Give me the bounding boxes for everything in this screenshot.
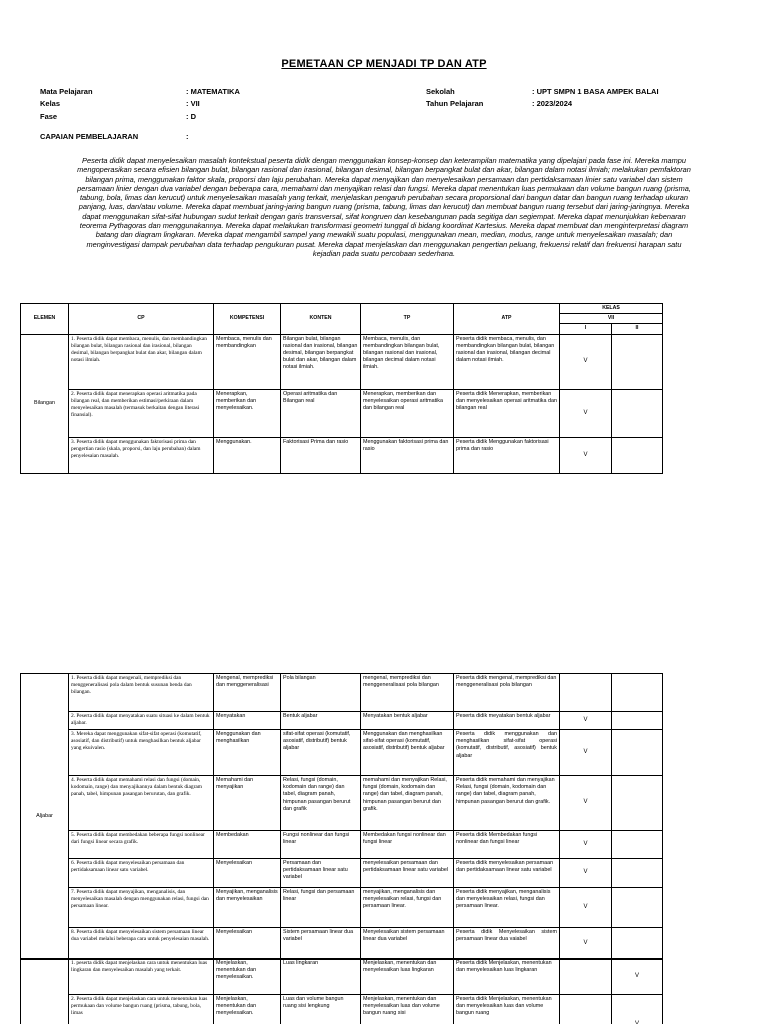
atp-cell: Peserta didik menggunakan dan menghasilkan sifat-sifat operasi (komutatif, distributif, asosiatif) bentuk aljabar	[454, 730, 560, 776]
konten-cell: Bilangan bulat, bilangan rasional dan irasional, bilangan desimal, bilangan berpangkat bulat dan akar, bilangan dalam notasi ilmiah.	[281, 334, 361, 389]
semester-1-check	[560, 959, 612, 995]
semester-1-check: V	[560, 712, 612, 730]
tp-cell: menyajikan, menganalisis dan menyelesaikan relasi, fungsi dan persamaan linear.	[361, 888, 454, 928]
table-row	[21, 674, 663, 712]
meta-kelas-label: Kelas	[40, 99, 61, 108]
table-row	[21, 859, 663, 888]
semester-1-check: V	[560, 888, 612, 928]
meta-tahun-value: : 2023/2024	[532, 99, 573, 108]
kompetensi-cell: Menerapkan, memberikan dan menyelesaikan.	[214, 389, 281, 437]
cp-cell: 1. Peserta didik dapat mengenali, memprediksi dan menggeneralisasi pola dalam bentuk susunan benda dan bilangan.	[69, 674, 214, 712]
konten-cell: Faktorisasi Prima dan rasio	[281, 437, 361, 473]
header-atp: ATP	[454, 304, 560, 335]
semester-2-check: V	[612, 959, 663, 995]
meta-sekolah-value: : UPT SMPN 1 BASA AMPEK BALAI	[532, 87, 659, 96]
atp-cell: Peserta didik mengenal, memprediksi dan menggeneralisasi pola bilangan	[454, 674, 560, 712]
kompetensi-cell: Membedakan	[214, 831, 281, 859]
konten-cell: Fungsi nonlinear dan fungsi linear	[281, 831, 361, 859]
meta-fase-value: : D	[186, 112, 196, 121]
table-row	[21, 831, 663, 859]
kompetensi-cell: Membaca, menulis dan membandingkan	[214, 334, 281, 389]
konten-cell: Relasi, fungsi (domain, kodomain dan range) dan tabel, diagram panah, himpunan pasangan berurut dan grafik	[281, 776, 361, 831]
meta-kelas-value: : VII	[186, 99, 200, 108]
atp-cell: Peserta didik Menggunakan faktorisasi prima dan rasio	[454, 437, 560, 473]
table-row	[21, 437, 663, 473]
elemen-cell: Bilangan	[21, 334, 69, 473]
table-row	[21, 928, 663, 960]
header-semester-1: I	[560, 324, 612, 334]
kompetensi-cell: Menggunakan.	[214, 437, 281, 473]
atp-cell: Peserta didik menyelesaikan persamaan dan pertidaksamaan linear satu variabel	[454, 859, 560, 888]
mapping-table-geometri	[20, 958, 663, 1024]
atp-cell: Peserta didik Menerapkan, memberikan dan menyelesaikan operasi aritmatika dan bilangan real	[454, 389, 560, 437]
header-elemen: ELEMEN	[21, 304, 69, 335]
header-vii: VII	[560, 314, 663, 324]
tp-cell: Menerapkan, memberikan dan menyelesaikan operasi aritmatika dan bilangan real	[361, 389, 454, 437]
table-row	[21, 712, 663, 730]
cp-cell: 3. Peserta didik dapat menggunakan faktorisasi prima dan pengertian rasio (skala, proporsi, dan laju perubahan) dalam penyelesaian masalah.	[69, 437, 214, 473]
semester-1-check: V	[560, 389, 612, 437]
tp-cell: Menjelaskan, menentukan dan menyelesaikan luas dan volume bangun ruang sisi	[361, 995, 454, 1024]
cp-cell: 1. peserta didik dapat menjelaskan cara untuk menentukan luas lingkaran dan menyelesaikan masalah yang terkait.	[69, 959, 214, 995]
header-semester-2: II	[612, 324, 663, 334]
semester-2-check	[612, 730, 663, 776]
cp-cell: 2. Peserta didik dapat menjelaskan cara untuk menentukan luas permukaan dan volume bangun ruang (prisma, tabung, bola, limas	[69, 995, 214, 1024]
atp-cell: Peserta didik meyatakan bentuk aljabar	[454, 712, 560, 730]
page-title: PEMETAAN CP MENJADI TP DAN ATP	[281, 58, 487, 70]
tp-cell: Menjelaskan, menentukan dan menyelesaikan luas lingkaran	[361, 959, 454, 995]
cp-cell: 3. Mereka dapat menggunakan sifat-sifat operasi (komutatif, asosiatif, dan distributif) untuk menghasilkan bentuk aljabar yang ekuivalen.	[69, 730, 214, 776]
semester-1-check: V	[560, 437, 612, 473]
kompetensi-cell: Menggunakan dan menghasilkan	[214, 730, 281, 776]
table-row	[21, 888, 663, 928]
semester-1-check	[560, 674, 612, 712]
konten-cell: Sistem persamaan linear dua variabel	[281, 928, 361, 960]
semester-1-check	[560, 995, 612, 1024]
semester-2-check	[612, 712, 663, 730]
table-row	[21, 776, 663, 831]
semester-2-check	[612, 389, 663, 437]
semester-2-check	[612, 674, 663, 712]
konten-cell: Pola bilangan	[281, 674, 361, 712]
konten-cell: Operasi aritmatika dan Bilangan real	[281, 389, 361, 437]
table-row	[21, 730, 663, 776]
cp-cell: 2. Peserta didik dapat menerapkan operasi aritmatika pada bilangan real, dan memberikan estimasi/perkiraan dalam menyelesaikan masalah (termasuk berkaitan dengan literasi finansial).	[69, 389, 214, 437]
header-konten: KONTEN	[281, 304, 361, 335]
tp-cell: Menyelesaikan sistem persamaan linear dua variabel	[361, 928, 454, 960]
table-row	[21, 334, 663, 389]
tp-cell: Menggunakan faktorisasi prima dan rasio	[361, 437, 454, 473]
header-tp: TP	[361, 304, 454, 335]
tp-cell: memahami dan menyajikan Relasi, fungsi (domain, kodomain dan range) dan tabel, diagram panah, himpunan pasangan berurut dan grafik.	[361, 776, 454, 831]
tp-cell: Membaca, menulis, dan membandingkan bilangan bulat, bilangan rasional dan irasional, bilangan decimal dalam notasi ilmiah.	[361, 334, 454, 389]
semester-1-check: V	[560, 928, 612, 960]
meta-sekolah-label: Sekolah	[426, 87, 455, 96]
semester-2-check	[612, 437, 663, 473]
semester-1-check: V	[560, 730, 612, 776]
capaian-colon: :	[186, 132, 189, 141]
table-row	[21, 959, 663, 995]
semester-1-check: V	[560, 831, 612, 859]
semester-2-check	[612, 859, 663, 888]
meta-mata-pelajaran-value: : MATEMATIKA	[186, 87, 240, 96]
tp-cell: Menyatakan bentuk aljabar	[361, 712, 454, 730]
konten-cell: Bentuk aljabar	[281, 712, 361, 730]
cp-cell: 4. Peserta didik dapat memahami relasi dan fungsi (domain, kodomain, range) dan menyajikannya dalam bentuk diagram panah, tabel, himpunan pasangan berurutan, dan grafik.	[69, 776, 214, 831]
konten-cell: Relasi, fungsi dan persamaan linear	[281, 888, 361, 928]
mapping-table-bilangan	[20, 303, 663, 474]
atp-cell: Peserta didik membaca, menulis, dan membandingkan bilangan bulat, bilangan rasional dan irasional, bilangan decimal dalam notasi ilmiah.	[454, 334, 560, 389]
table-row	[21, 389, 663, 437]
header-kelas: KELAS	[560, 304, 663, 314]
header-kompetensi: KOMPETENSI	[214, 304, 281, 335]
cp-cell: 6. Peserta didik dapat menyelesaikan persamaan dan pertidaksamaan linear satu variabel.	[69, 859, 214, 888]
kompetensi-cell: Menyelesaikan	[214, 859, 281, 888]
atp-cell: Peserta didik menyajikan, menganalisis dan menyelesaikan relasi, fungsi dan persamaan linear.	[454, 888, 560, 928]
semester-1-check: V	[560, 859, 612, 888]
semester-2-check	[612, 831, 663, 859]
cp-cell: 1. Peserta didik dapat membaca, menulis, dan membandingkan bilangan bulat, bilangan rasional dan irasional, bilangan desimal, bilangan berpangkat bulat dan akar, bilangan dalam notasi ilmiah.	[69, 334, 214, 389]
kompetensi-cell: Menyatakan	[214, 712, 281, 730]
kompetensi-cell: Memahami dan menyajikan	[214, 776, 281, 831]
tp-cell: menyelesaikan persamaan dan pertidaksamaan linear satu variabel	[361, 859, 454, 888]
tp-cell: mengenal, memprediksi dan menggeneralisasi pola bilangan	[361, 674, 454, 712]
kompetensi-cell: Mengenal, memprediksi dan menggeneralisasi	[214, 674, 281, 712]
atp-cell: Peserta didik Menjelaskan, menentukan dan menyelesaikan luas dan volume bangun ruang	[454, 995, 560, 1024]
konten-cell: Luas dan volume bangun ruang sisi lengkung	[281, 995, 361, 1024]
semester-2-check	[612, 888, 663, 928]
konten-cell: Persamaan dan pertidaksamaan linear satu variabel	[281, 859, 361, 888]
semester-2-check	[612, 334, 663, 389]
capaian-label: CAPAIAN PEMBELAJARAN	[40, 132, 139, 141]
header-cp: CP	[69, 304, 214, 335]
cp-cell: 2. Peserta didik dapat menyatakan suatu situasi ke dalam bentuk aljabar.	[69, 712, 214, 730]
kompetensi-cell: Menjelaskan, menentukan dan menyelesaikan.	[214, 995, 281, 1024]
semester-2-check: V	[612, 995, 663, 1024]
cp-cell: 5. Peserta didik dapat membedakan beberapa fungsi nonlinear dari fungsi linear secara grafik.	[69, 831, 214, 859]
semester-1-check: V	[560, 334, 612, 389]
meta-mata-pelajaran-label: Mata Pelajaran	[40, 87, 93, 96]
kompetensi-cell: Menyelesaikan	[214, 928, 281, 960]
semester-2-check	[612, 928, 663, 960]
table-row	[21, 995, 663, 1024]
konten-cell: Luas lingkaran	[281, 959, 361, 995]
semester-2-check	[612, 776, 663, 831]
konten-cell: sifat-sifat operasi (komutatif, asosiatif, distributif) bentuk aljabar	[281, 730, 361, 776]
cp-cell: 7. Peserta didik dapat menyajikan, menganalisis, dan menyelesaikan masalah dengan menggunakan relasi, fungsi dan persamaan linear.	[69, 888, 214, 928]
atp-cell: Peserta didik Membedakan fungsi nonlinear dan fungsi linear	[454, 831, 560, 859]
atp-cell: Peserta didik memahami dan menyajikan Relasi, fungsi (domain, kodomain dan range) dan tabel, diagram panah, himpunan pasangan berurut dan grafik.	[454, 776, 560, 831]
cp-cell: 8. Peserta didik dapat menyelesaikan sistem persamaan linear dua variabel melalui beberapa cara untuk penyelesaian masalah.	[69, 928, 214, 960]
atp-cell: Peserta didik Menyelesaikan sistem persamaan linear dua vaiabel	[454, 928, 560, 960]
kompetensi-cell: Menyajikan, menganalisis dan menyelesaikan	[214, 888, 281, 928]
elemen-cell	[21, 959, 69, 1024]
tp-cell: Menggunakan dan menghasilkan sifat-sifat operasi (komutatif, asosiatif, distributif) bentuk aljabar	[361, 730, 454, 776]
capaian-text: Peserta didik dapat menyelesaikan masalah kontekstual peserta didik dengan menggunakan konsep-konsep dan keterampilan matematika yang dipelajari pada fase ini. Mereka mampu mengoperasikan secara efisien bilangan bulat, bilangan rasional dan irasional, bilangan desimal, bilangan berpangkat bulat dan akar, bilangan dalam notasi ilmiah; melakukan pemfaktoran bilangan prima, menggunakan faktor skala, proporsi dan laju perubahan. Mereka dapat menyajikan dan menyelesaikan persamaan dan pertidaksamaan linier satu variabel dan sistem persamaan linier dengan dua variabel dengan beberapa cara, memahami dan menyajikan relasi dan fungsi. Mereka dapat menentukan luas permukaan dan volume bangun ruang (prisma, tabung, bola, limas dan kerucut) untuk menyelesaikan masalah yang terkait, menjelaskan pengaruh perubahan secara proporsional dari bangun datar dan bangun ruang terhadap ukuran panjang, luas, dan/atau volume. Mereka dapat membuat jaring-jaring bangun ruang (prisma, tabung, limas dan kerucut) dan membuat bangun ruang tersebut dari jaring-jaringnya. Mereka dapat menggunakan sifat-sifat hubungan sudut terkait dengan garis transversal, sifat kongruen dan kesebangunan pada segitiga dan segiempat. Mereka dapat menunjukkan kebenaran teorema Pythagoras dan menggunakannya. Mereka dapat melakukan transformasi geometri tunggal di bidang koordinat Kartesius. Mereka dapat membuat dan menginterpretasi diagram batang dan diagram lingkaran. Mereka dapat mengambil sampel yang mewakili suatu populasi, menggunakan mean, median, modus, range untuk menyelesaikan masalah; dan menginvestigasi dampak perubahan data terhadap pengukuran pusat. Mereka dapat menjelaskan dan menggunakan pengertian peluang, frekuensi relatif dan frekuensi harapan satu kejadian pada suatu percobaan sederhana.	[77, 156, 691, 258]
semester-1-check: V	[560, 776, 612, 831]
atp-cell: Peserta didik Menjelaskan, menentukan dan menyelesaikan luas lingkaran	[454, 959, 560, 995]
tp-cell: Membedakan fungsi nonlinear dan fungsi linear	[361, 831, 454, 859]
meta-tahun-label: Tahun Pelajaran	[426, 99, 484, 108]
mapping-table-aljabar	[20, 673, 663, 960]
kompetensi-cell: Menjelaskan, menentukan dan menyelesaikan.	[214, 959, 281, 995]
elemen-cell: Aljabar	[21, 674, 69, 960]
meta-fase-label: Fase	[40, 112, 58, 121]
